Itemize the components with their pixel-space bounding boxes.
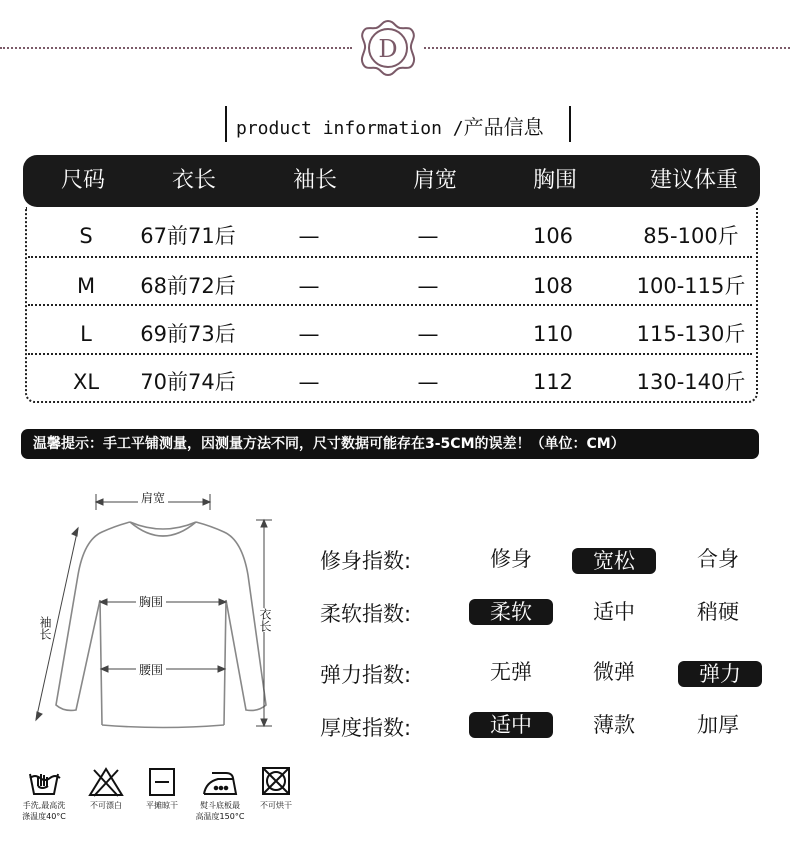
flat-dry-icon <box>142 766 182 798</box>
no-bleach-icon <box>86 766 126 798</box>
garment-diagram <box>20 480 290 740</box>
cell-size: M <box>76 274 96 298</box>
label-chest: 胸围 <box>136 593 166 610</box>
cell-chest: 112 <box>532 370 574 394</box>
brand-logo-icon <box>358 18 418 78</box>
care-text: 手洗,最高洗 <box>22 801 66 810</box>
care-text: 平摊晾干 <box>146 801 178 810</box>
thickness-option-thin: 薄款 <box>593 713 635 737</box>
care-text: 熨斗底板最 <box>200 801 240 810</box>
fit-option-regular: 合身 <box>697 547 739 571</box>
header-divider-left <box>0 47 352 49</box>
elasticity-option-stretch: 弹力 <box>678 661 762 687</box>
thickness-option-thick: 加厚 <box>697 713 739 737</box>
label-shoulder: 肩宽 <box>138 489 168 506</box>
iron-icon <box>200 766 240 798</box>
softness-option-medium: 适中 <box>593 600 635 624</box>
no-tumble-dry-icon <box>256 766 296 798</box>
care-text: 不可烘干 <box>260 801 292 810</box>
cell-shoulder: — <box>417 370 439 394</box>
elasticity-option-none: 无弹 <box>490 660 532 684</box>
page-title-cn: 产品信息 <box>463 115 544 139</box>
cell-weight: 115-130斤 <box>636 322 746 346</box>
cell-length: 67前71后 <box>140 224 236 248</box>
page-title <box>236 111 544 140</box>
cell-length: 70前74后 <box>140 370 236 394</box>
header-weight: 建议体重 <box>649 168 738 193</box>
title-bar-left <box>225 106 227 142</box>
cell-shoulder: — <box>417 274 439 298</box>
fit-option-loose: 宽松 <box>572 548 656 574</box>
cell-weight: 100-115斤 <box>636 274 746 298</box>
label-waist: 腰围 <box>136 661 166 678</box>
header-size: 尺码 <box>60 168 105 193</box>
care-text: 高温度150°C <box>195 812 245 821</box>
header-shoulder: 肩宽 <box>412 168 457 193</box>
cell-chest: 106 <box>532 224 574 248</box>
thickness-option-medium: 适中 <box>469 712 553 738</box>
care-no-tumble-dry <box>246 766 306 811</box>
cell-shoulder: — <box>417 322 439 346</box>
care-hand-wash <box>14 766 74 822</box>
cell-weight: 130-140斤 <box>636 370 746 394</box>
cell-size: XL <box>72 370 100 394</box>
cell-sleeve: — <box>298 322 320 346</box>
cell-chest: 108 <box>532 274 574 298</box>
measurement-notice: 温馨提示：手工平铺测量，因测量方法不同，尺寸数据可能存在3-5CM的误差！（单位：CM） <box>21 429 759 459</box>
shirt-outline-icon <box>20 480 290 740</box>
label-sleeve: 袖长 <box>38 616 52 640</box>
care-text: 不可漂白 <box>90 801 122 810</box>
cell-sleeve: — <box>298 274 320 298</box>
elasticity-index-label: 弹力指数: <box>320 663 412 687</box>
hand-wash-icon <box>24 766 64 798</box>
care-flat-dry <box>132 766 192 811</box>
page-title-en: product information / <box>236 118 464 139</box>
care-text: 涤温度40°C <box>22 812 66 821</box>
thickness-index-label: 厚度指数: <box>320 716 412 740</box>
cell-size: S <box>79 224 93 248</box>
size-table-header <box>23 155 760 207</box>
softness-option-firm: 稍硬 <box>697 600 739 624</box>
header-divider-right <box>424 47 790 49</box>
header-length: 衣长 <box>171 168 216 193</box>
cell-chest: 110 <box>532 322 574 346</box>
header-chest: 胸围 <box>532 168 577 193</box>
cell-length: 69前73后 <box>140 322 236 346</box>
fit-option-slim: 修身 <box>490 547 532 571</box>
care-no-bleach <box>76 766 136 811</box>
cell-shoulder: — <box>417 224 439 248</box>
cell-sleeve: — <box>298 370 320 394</box>
softness-option-soft: 柔软 <box>469 599 553 625</box>
elasticity-option-slight: 微弹 <box>593 660 635 684</box>
cell-sleeve: — <box>298 224 320 248</box>
fit-index-label: 修身指数: <box>320 549 412 573</box>
header-sleeve: 袖长 <box>292 168 337 193</box>
cell-weight: 85-100斤 <box>643 224 739 248</box>
title-bar-right <box>569 106 571 142</box>
care-iron <box>190 766 250 822</box>
svg-text:D: D <box>378 35 398 63</box>
cell-size: L <box>80 322 92 346</box>
cell-length: 68前72后 <box>140 274 236 298</box>
softness-index-label: 柔软指数: <box>320 602 412 626</box>
label-length: 衣长 <box>258 608 272 632</box>
